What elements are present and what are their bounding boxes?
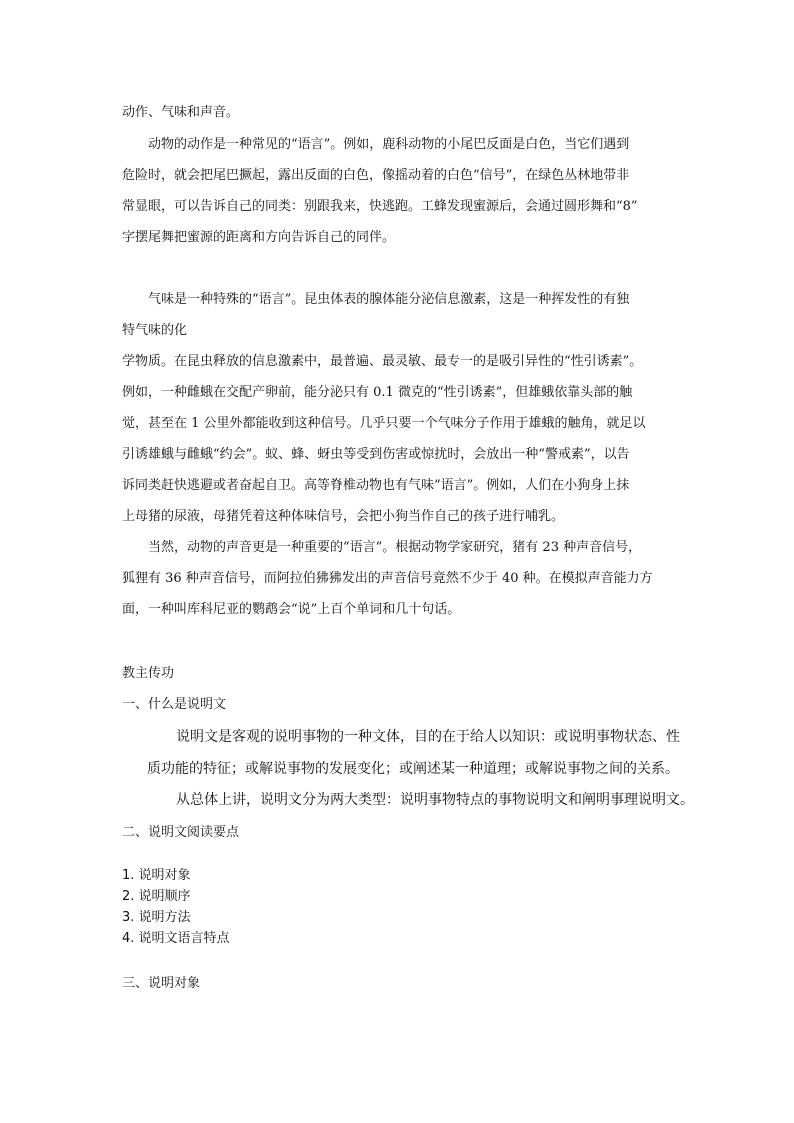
paragraph-line: 例如，一种雌蛾在交配产卵前，能分泌只有 0.1 微克的“性引诱素”，但雄蛾依靠头部的触 xyxy=(122,385,633,400)
list-item: 4. 说明文语言特点 xyxy=(122,931,230,946)
paragraph-line: 从总体上讲，说明文分为两大类型：说明事物特点的事物说明文和阐明事理说明文。 xyxy=(176,792,694,808)
paragraph-line: 说明文是客观的说明事物的一种文体，目的在于给人以知识：或说明事物状态、性 xyxy=(176,729,680,745)
paragraph-line: 当然，动物的声音更是一种重要的“语言”。根据动物学家研究，猪有 23 种声音信号， xyxy=(148,540,642,555)
paragraph-line: 危险时，就会把尾巴撅起，露出反面的白色，像摇动着的白色“信号”，在绿色丛林地带非 xyxy=(122,168,630,183)
paragraph-line: 质功能的特征；或解说事物的发展变化；或阐述某一种道理；或解说事物之间的关系。 xyxy=(147,761,679,777)
paragraph-line: 引诱雄蛾与雌蛾“约会”。蚁、蜂、蚜虫等受到伤害或惊扰时，会放出一种“警戒素”，以告 xyxy=(122,447,630,462)
paragraph-line: 诉同类赶快逃避或者奋起自卫。高等脊椎动物也有气味“语言”。例如，人们在小狗身上抹 xyxy=(122,478,630,493)
paragraph-line: 常显眼，可以告诉自己的同类：别跟我来，快逃跑。工蜂发现蜜源后，会通过圆形舞和“8” xyxy=(122,199,638,214)
paragraph-line: 动作、气味和声音。 xyxy=(122,105,240,120)
section-title: 教主传功 xyxy=(122,666,175,681)
paragraph-line: 学物质。在昆虫释放的信息激素中，最普遍、最灵敏、最专一的是吸引异性的“性引诱素”。 xyxy=(122,354,643,369)
paragraph-line: 面，一种叫库科尼亚的鹦鹉会“说”上百个单词和几十句话。 xyxy=(122,602,461,617)
paragraph-line: 动物的动作是一种常见的“语言”。例如，鹿科动物的小尾巴反面是白色，当它们遇到 xyxy=(148,137,630,152)
list-item: 2. 说明顺序 xyxy=(122,889,191,904)
paragraph-line: 字摆尾舞把蜜源的距离和方向告诉自己的同伴。 xyxy=(122,230,396,245)
paragraph-line: 特气味的化 xyxy=(122,323,188,338)
section-heading: 三、说明对象 xyxy=(122,976,201,991)
section-heading: 二、说明文阅读要点 xyxy=(122,825,240,840)
list-item: 3. 说明方法 xyxy=(122,910,191,925)
paragraph-line: 觉，甚至在 1 公里外都能收到这种信号。几乎只要一个气味分子作用于雄蛾的触角，就足以 xyxy=(122,416,646,431)
paragraph-line: 狐狸有 36 种声音信号，而阿拉伯狒狒发出的声音信号竟然不少于 40 种。在模拟声音能力方 xyxy=(122,571,653,586)
list-item: 1. 说明对象 xyxy=(122,868,191,883)
paragraph-line: 上母猪的尿液，母猪凭着这种体味信号，会把小狗当作自己的孩子进行哺乳。 xyxy=(122,509,565,524)
section-heading: 一、什么是说明文 xyxy=(122,697,227,712)
paragraph-line: 气味是一种特殊的“语言”。昆虫体表的腺体能分泌信息激素，这是一种挥发性的有独 xyxy=(148,292,630,307)
